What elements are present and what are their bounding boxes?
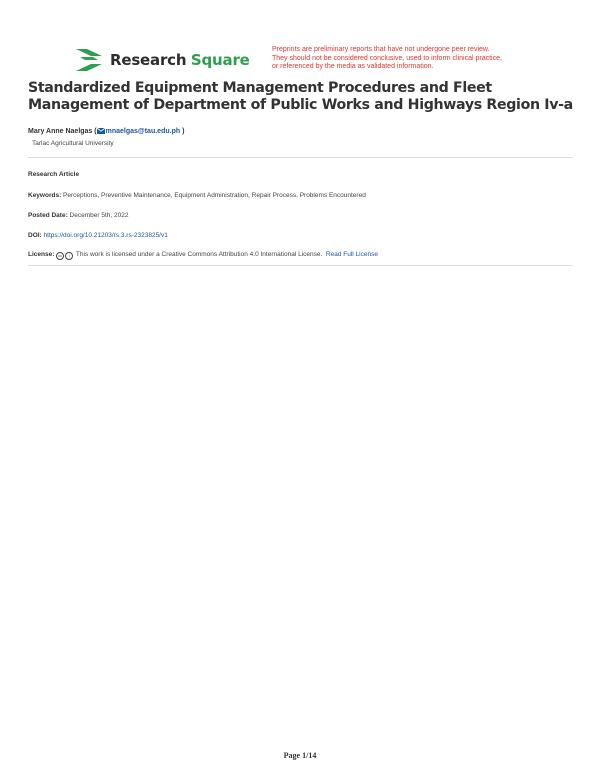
author-email-link[interactable]: [97, 128, 181, 135]
author-paren-open: (: [92, 128, 97, 135]
license-text: This work is licensed under a Creative Commons Attribution 4.0 International License.: [75, 251, 323, 258]
doi-link[interactable]: https://doi.org/10.21203/rs.3.rs-2323825/v1: [43, 232, 168, 239]
doi-row: [28, 232, 168, 239]
research-square-wordmark: [110, 51, 250, 69]
preprint-notice: [272, 46, 572, 72]
keywords-row: [28, 192, 366, 199]
license-row: [28, 251, 378, 260]
posted-date-label: Posted Date:: [28, 212, 68, 219]
article-type: Research Article: [28, 171, 80, 178]
keywords-value: Perceptions, Preventive Maintenance, Equipment Administration, Repair Process, Problems Encountered: [63, 192, 366, 199]
author-email: mnaelgas@tau.edu.ph: [105, 128, 181, 135]
author-affiliation: Tarlac Agricultural University: [32, 140, 114, 147]
research-square-logo[interactable]: [76, 48, 250, 72]
notice-line-2: They should not be considered conclusive, used to inform clinical practice,: [272, 54, 502, 62]
license-label: License:: [28, 251, 55, 258]
posted-date-value: December 5th, 2022: [69, 212, 129, 219]
author-line: [28, 128, 184, 135]
brand-name-research: Research: [110, 51, 187, 69]
creative-commons-icon: cc: [58, 253, 63, 258]
notice-line-1: Preprints are preliminary reports that have not undergone peer review.: [272, 46, 490, 53]
author-paren-close: ): [180, 128, 185, 135]
divider-top: [28, 157, 573, 158]
read-full-license-link[interactable]: Read Full License: [325, 251, 378, 258]
posted-date-row: [28, 212, 128, 219]
author-name: Mary Anne Naelgas: [28, 128, 93, 135]
notice-line-3: or referenced by the media as validated information.: [272, 63, 434, 71]
paper-title: Standardized Equipment Management Procedures and Fleet Management of Department of Public Works and Highways Region Iv-a: [28, 80, 573, 113]
page-number: Page 1/14: [283, 751, 317, 760]
doi-label: DOI:: [28, 232, 42, 239]
envelope-icon: [97, 128, 105, 134]
divider-bottom: [28, 265, 573, 266]
brand-name-square: Square: [190, 51, 250, 69]
attribution-icon: i: [65, 252, 73, 260]
keywords-label: Keywords:: [28, 192, 62, 199]
research-square-logo-icon: [76, 49, 102, 71]
